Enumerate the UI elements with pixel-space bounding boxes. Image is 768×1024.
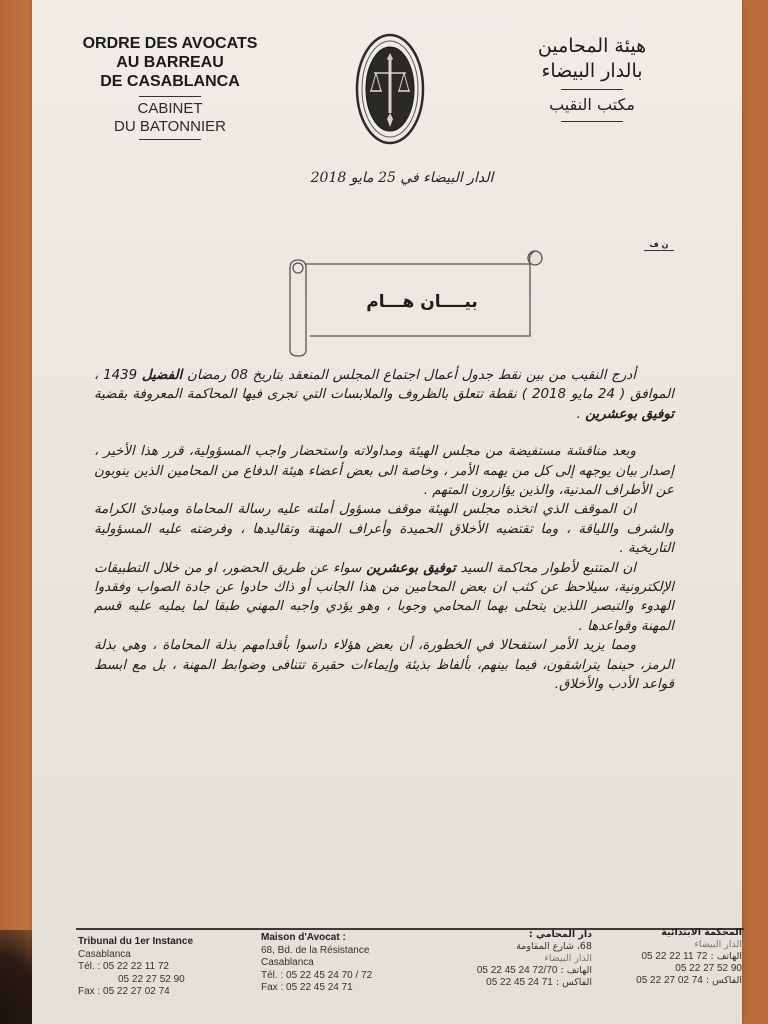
- org-name-ar-line-2: بالدار البيضاء: [541, 60, 643, 82]
- footer-fax: Fax : 05 22 27 02 74: [78, 986, 170, 997]
- footer-maison-ar: [432, 929, 592, 989]
- org-name-ar-line-1: هيئة المحامين: [537, 35, 647, 57]
- office-fr-line-1: CABINET: [137, 100, 203, 117]
- statement-body: [94, 366, 674, 695]
- footer-phone: 05 22 27 52 90: [118, 973, 185, 985]
- text: .: [576, 406, 586, 422]
- paragraph-4: [94, 559, 674, 637]
- footer-city: الدار البيضاء: [694, 939, 742, 950]
- footer-label: الهاتف :: [710, 951, 742, 962]
- footer-label: الفاكس :: [555, 977, 592, 988]
- footer-heading: Tribunal du 1er Instance: [78, 936, 194, 947]
- footer-fax: 05 22 45 24 71: [486, 977, 553, 988]
- person-name: توفيق بوعشرين: [366, 560, 456, 576]
- footer-address: 68, Bd. de la Résistance: [261, 944, 370, 956]
- footer-phone: 05 22 22 11 72: [641, 951, 708, 962]
- footer-label: الفاكس :: [705, 975, 742, 986]
- footer-heading: المحكمة الابتدائية: [661, 927, 742, 938]
- person-name: توفيق بوعشرين: [585, 406, 674, 422]
- footer-maison-fr: [261, 932, 431, 995]
- paragraph-1: [94, 366, 674, 424]
- footer-label: الهاتف :: [560, 965, 592, 976]
- footer-phone: 05 22 45 24 72/70: [476, 965, 558, 976]
- document-page: [32, 0, 742, 1024]
- footer-phone: Tél. : 05 22 22 11 72: [78, 961, 169, 972]
- footer-city: Casablanca: [78, 948, 131, 960]
- org-name-fr-line-2: AU BARREAU: [116, 54, 224, 71]
- footer-phone: Tél. : 05 22 45 24 70 / 72: [261, 969, 373, 981]
- divider: [139, 139, 201, 140]
- footer-tribunal-fr: [78, 936, 248, 999]
- footer-phone: 05 22 27 52 90: [675, 963, 742, 974]
- footer-city: الدار البيضاء: [544, 953, 592, 964]
- org-name-fr-line-1: ORDRE DES AVOCATS: [82, 35, 258, 52]
- office-fr-line-2: DU BATONNIER: [114, 118, 226, 135]
- text: أدرج النقيب من بين نقط جدول أعمال اجتماع المجلس المنعقد بتاريخ 08 رمضان: [182, 368, 636, 383]
- footer-heading: دار المحامي :: [528, 929, 592, 940]
- footer-fax: Fax : 05 22 45 24 71: [261, 982, 353, 993]
- reference-mark: ن ف: [644, 240, 674, 251]
- bold-text: الفضيل: [141, 368, 183, 383]
- footer-fax: 05 22 27 02 74: [636, 975, 703, 986]
- date-line: الدار البيضاء في 25 مايو 2018: [310, 170, 494, 186]
- divider: [139, 96, 201, 97]
- paragraph-5: ومما يزيد الأمر استفحالا في الخطورة، أن بعض هؤلاء داسوا بأقدامهم بذلة المحاماة ، وهي بذلة الرمز، حينما يتراشقون، فيما بينهم، بألفاظ بذيئة وإيماءات حقيرة تتنافى وضوابط المهنة ، بل مع ابسط قواعد الأدب والأخلاق.: [94, 638, 674, 693]
- footer-heading: Maison d'Avocat :: [261, 932, 346, 943]
- footer-tribunal-ar: [606, 927, 742, 987]
- footer-address: 68، شارع المقاومة: [516, 941, 592, 952]
- scales-of-justice-seal-icon: [355, 33, 425, 145]
- paragraph-3: ان الموقف الذي اتخذه مجلس الهيئة موقف مسؤول أملته عليه رسالة المحاماة ومبادئ الكرامة والشرف واللياقة ، وما تقتضيه الأخلاق الحميدة وأعراف المهنة وتقاليدها ، وفرضته عليه المسؤولية التاريخية .: [94, 502, 674, 557]
- divider: [561, 121, 623, 122]
- text: 1439 ، الموافق ( 24 مايو 2018 ) نقطة تتعلق بالظروف والملابسات التي تجرى فيها المحاكمة المعروفة بقضية: [94, 368, 674, 403]
- footer-city: Casablanca: [261, 957, 314, 968]
- paragraph-2: وبعد مناقشة مستفيضة من مجلس الهيئة ومداولاته واستحضار واجب المسؤولية، قرر هذا الأخير ، إصدار بيان يوجهه إلى كل من يهمه الأمر ، وخاصة الى بعض أعضاء هيئة الدفاع من المحامين الذين ينوبون عن الأطراف المدنية، والذين يؤازرون المتهم .: [94, 444, 674, 499]
- divider: [561, 89, 623, 90]
- letterhead-arabic: [482, 34, 702, 122]
- text: سواء عن طريق الحضور، او من خلال التطبيقات الإلكترونية، سيلاحظ عن كثب ان بعض المحامين من هذا الجانب أو ذاك حادوا عن جادة الصواب وفقدوا الهدوء والتبصر اللذين يتحلى بهما المحامي وجوبا ، وهو يؤدي واجبه المهني طبقا لما يمليه عليه قسم المهنة وقواعدها .: [94, 560, 674, 634]
- text: ان المتتبع لأطوار محاكمة السيد: [455, 560, 636, 576]
- office-ar: مكتب النقيب: [549, 95, 635, 114]
- letterhead-french: [60, 34, 280, 140]
- org-name-fr-line-3: DE CASABLANCA: [100, 73, 240, 90]
- statement-title: بيــــان هـــام: [366, 292, 478, 312]
